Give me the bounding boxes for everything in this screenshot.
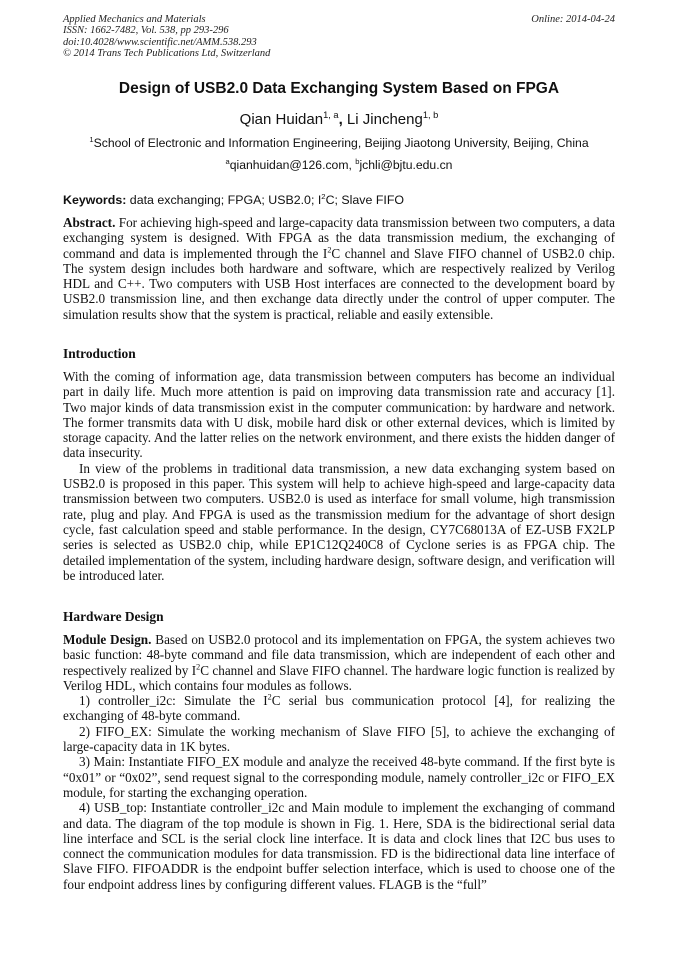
- email-b-sup: b: [355, 156, 360, 166]
- affiliation-text: School of Electronic and Information Engineering, Beijing Jiaotong University, Beijing, China: [93, 136, 589, 150]
- author-2: Li Jincheng: [346, 111, 423, 128]
- emails: [63, 158, 615, 172]
- intro-paragraph-2: In view of the problems in traditional data transmission, a new data exchanging system based on USB2.0 is proposed in this paper. This system will help to achieve high-speed and large-capacity data transmission between two computers. USB2.0 is used as interface for small volume, high transmission rate, plug and play. And FPGA is used as the transmission medium for the advantage of short design cycle, fast calculation speed and stable performance. In the design, CY7C68013A of EZ-USB FX2LP series is selected as USB2.0 chip, while EP1C12Q240C8 of Cyclone series is as FPGA chip. The detailed implementation of the system, including hardware design, software design, and verification will be introduced later.: [63, 460, 615, 583]
- hardware-heading: Hardware Design: [63, 609, 164, 624]
- online-date: Online: 2014-04-24: [531, 14, 615, 25]
- module-text-1: Based on USB2.0 protocol and its implementation on FPGA, the system achieves two basic function: 48-byte command and file data transmission, which are independent of each other and respectively realized by I: [63, 632, 615, 678]
- author-2-affil: 1, b: [422, 110, 439, 120]
- keywords-text-end: C; Slave FIFO: [325, 193, 405, 207]
- module-sup: 2: [196, 662, 201, 672]
- keywords-sup: 2: [321, 191, 326, 201]
- item-1-sup: 2: [267, 692, 272, 702]
- author-separator: ,: [338, 111, 347, 128]
- introduction-heading: Introduction: [63, 346, 136, 361]
- affiliation-sup: 1: [89, 134, 94, 144]
- item-1-text: 1) controller_i2c: Simulate the I: [79, 693, 268, 709]
- paper-title: Design of USB2.0 Data Exchanging System Based on FPGA: [118, 80, 560, 97]
- abstract-label: Abstract.: [63, 215, 116, 230]
- doi: doi:10.4028/www.scientific.net/AMM.538.293: [63, 36, 257, 48]
- email-a-sup: a: [225, 156, 230, 166]
- module-design-label: Module Design.: [63, 632, 152, 647]
- email-b: jchli@bjtu.edu.cn: [359, 158, 453, 172]
- journal-name: Applied Mechanics and Materials: [63, 14, 206, 25]
- abstract-text-2: C channel and Slave FIFO channel of USB2.0 chip. The system design includes both hardware and software, which are respectively realized by Verilog HDL and C++. Two computers with USB Host interfaces are connected to the development board by USB2.0 transmission line, and then exchange data directly under the control of upper computer. The simulation results show that the system is practical, reliable and easily extensible.: [63, 245, 616, 322]
- hardware-body: [63, 632, 615, 892]
- introduction-body: [63, 369, 615, 583]
- module-text-2: C channel and Slave FIFO channel. The hardware logic function is realized by Verilog HDL, which contains four modules as follows.: [63, 662, 616, 693]
- intro-paragraph-1: With the coming of information age, data transmission between computers has become an individual part in daily life. Much more attention is paid on improving data transmission rate and accuracy [1]. Two major kinds of data transmission exist in the computer communication: by hardware and network. The former transmits data with U disk, mobile hard disk or other external devices, which is limited by storage capacity. And the latter relies on the network environment, and there exists the hidden danger of data insecurity.: [63, 369, 615, 461]
- item-3: 3) Main: Instantiate FIFO_EX module and analyze the received 48-byte command. If the first byte is “0x01” or “0x02”, send request signal to the corresponding module, namely controller_i2c or FIFO_EX module, for starting the exchanging operation.: [63, 754, 615, 800]
- author-1: Qian Huidan: [239, 111, 324, 128]
- email-a: qianhuidan@126.com,: [229, 158, 356, 172]
- issn: ISSN: 1662-7482, Vol. 538, pp 293-296: [63, 25, 229, 37]
- copyright: © 2014 Trans Tech Publications Ltd, Switzerland: [63, 48, 271, 60]
- keywords-text: data exchanging; FPGA; USB2.0; I: [126, 193, 322, 207]
- author-1-affil: 1, a: [323, 110, 339, 120]
- item-2: 2) FIFO_EX: Simulate the working mechanism of Slave FIFO [5], to achieve the exchanging of large-capacity data in 1K bytes.: [63, 723, 615, 755]
- item-4: 4) USB_top: Instantiate controller_i2c and Main module to implement the exchanging of command and data. The diagram of the top module is shown in Fig. 1. Here, SDA is the bidirectional serial data line interface and SCL is the serial clock line interface. It is data and clock lines that I2C bus uses to connect the communication modules for data transmission. FD is the bidirectional data line interface of Slave FIFO. FIFOADDR is the endpoint buffer selection interface, which is used to choose one of the four endpoint address lines by configuring different values. FLAGB is the “full”: [63, 800, 615, 892]
- keywords: [63, 193, 615, 207]
- abstract-text-1: For achieving high-speed and large-capacity data transmission between two computers, a data exchanging system is designed. With FPGA as the data transmission medium, the exchanging of command and data is implemented through the I: [63, 215, 615, 261]
- keywords-label: Keywords:: [63, 193, 127, 207]
- item-1-text-end: C serial bus communication protocol [4], for realizing the exchanging of 48-byte command.: [63, 693, 615, 724]
- affiliation: [63, 136, 615, 150]
- abstract-sup: 2: [327, 245, 332, 255]
- abstract: [63, 215, 615, 322]
- authors: [63, 111, 615, 128]
- journal-header: [63, 14, 270, 60]
